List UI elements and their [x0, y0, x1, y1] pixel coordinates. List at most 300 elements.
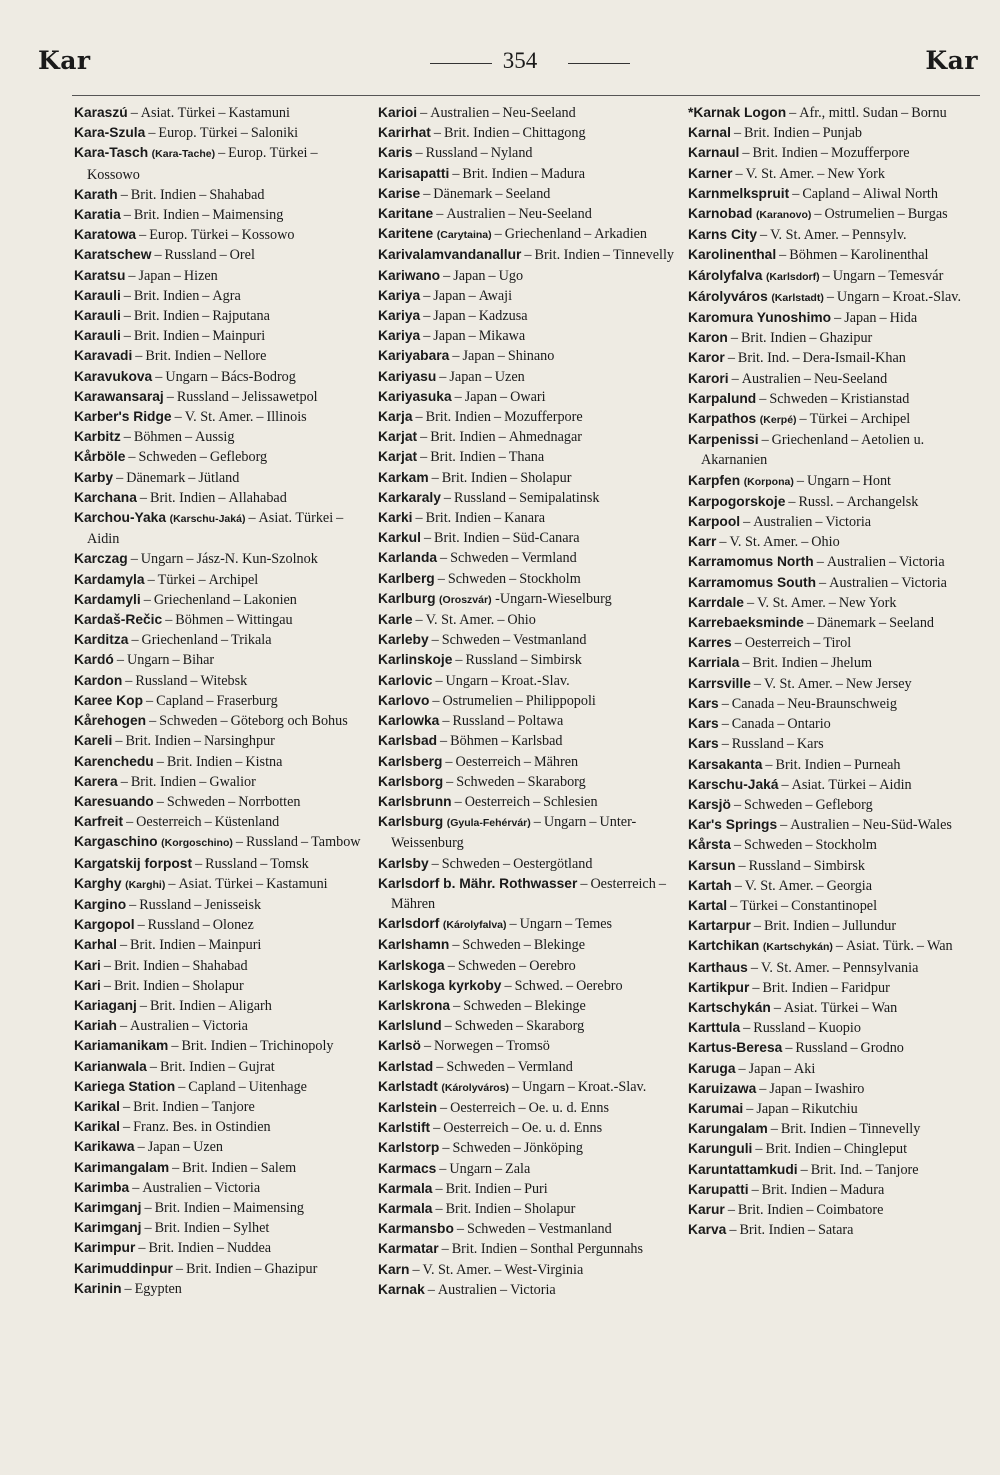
gazetteer-entry: [688, 653, 984, 673]
entry-location: Puri: [524, 1180, 548, 1197]
column-1: [74, 103, 372, 1299]
entry-location: Oestergötland: [513, 855, 593, 872]
entry-location: Russland: [147, 917, 200, 934]
gazetteer-entry: [74, 630, 372, 650]
entry-separator: –: [431, 632, 439, 649]
entry-location: Asiat. Türkei: [178, 875, 254, 892]
entry-location: Orel: [229, 247, 255, 264]
entry-headword: Karchana: [74, 489, 137, 505]
entry-separator: –: [433, 125, 441, 142]
column-3: [688, 103, 984, 1240]
entry-location: Australien: [753, 514, 813, 531]
entry-separator: –: [584, 226, 592, 243]
entry-separator: –: [156, 793, 164, 810]
entry-headword: Karthaus: [688, 959, 748, 975]
entry-separator: –: [488, 267, 496, 284]
entry-separator: –: [519, 957, 527, 974]
entry-headword: Karkul: [378, 530, 421, 546]
gazetteer-entry: [688, 815, 984, 835]
running-head-left: Kar: [38, 46, 91, 75]
entry-headword: Karnaul: [688, 145, 740, 161]
gazetteer-entry: [74, 1117, 372, 1137]
entry-headword: Karatia: [74, 207, 121, 223]
entry-separator: –: [420, 449, 428, 466]
entry-location: Dera-Ismail-Khan: [802, 350, 906, 367]
entry-headword: Karlstadt: [378, 1078, 438, 1094]
entry-separator: –: [155, 368, 163, 385]
entry-location: Europ. Türkei: [149, 227, 229, 244]
entry-location: Russl.: [798, 493, 834, 510]
entry-separator: –: [123, 1098, 131, 1115]
entry-location: Russland: [135, 672, 188, 689]
entry-separator: –: [750, 959, 758, 976]
entry-headword: Kardamyla: [74, 571, 145, 587]
entry-separator: –: [735, 165, 743, 182]
entry-headword: Karnobad: [688, 206, 753, 222]
entry-location: Ungarn: [836, 288, 880, 305]
entry-headword: Karres: [688, 635, 732, 651]
entry-separator: –: [103, 977, 111, 994]
entry-separator: –: [166, 388, 174, 405]
entry-location: Brit. Indien: [130, 186, 197, 203]
entry-location: Jütland: [198, 469, 240, 486]
entry-separator: –: [440, 733, 448, 750]
gazetteer-entry: [74, 346, 372, 366]
gazetteer-entry: [378, 143, 676, 163]
gazetteer-entry: [74, 245, 372, 265]
gazetteer-entry: [74, 1036, 372, 1056]
entry-variant-name: (Oroszvár): [439, 593, 492, 606]
gazetteer-entry: [74, 956, 372, 976]
entry-location: Karlsbad: [511, 733, 563, 750]
gazetteer-entry: [378, 914, 676, 935]
entry-location: Mozufferpore: [504, 409, 583, 426]
gazetteer-entry: [378, 1077, 676, 1098]
entry-location: Ungarn: [445, 672, 489, 689]
entry-location: Ghazipur: [264, 1260, 318, 1277]
gazetteer-entry: [378, 711, 676, 731]
gazetteer-entry: [378, 996, 676, 1016]
entry-location: Griechenland: [504, 226, 582, 243]
gazetteer-entry: [74, 143, 372, 184]
entry-separator: –: [178, 1078, 186, 1095]
entry-headword: Karlskoga kyrkoby: [378, 977, 502, 993]
entry-separator: –: [513, 1140, 521, 1157]
gazetteer-entry: [688, 492, 984, 512]
entry-location: Afr., mittl. Sudan: [799, 105, 899, 121]
entry-separator: –: [502, 530, 510, 547]
entry-separator: –: [231, 388, 239, 405]
entry-separator: –: [891, 574, 899, 591]
entry-headword: Karghy: [74, 875, 122, 891]
entry-separator: –: [503, 855, 511, 872]
entry-location: Gefleborg: [815, 796, 873, 813]
entry-separator: –: [820, 655, 828, 672]
gazetteer-entry: [688, 775, 984, 795]
entry-separator: –: [759, 1080, 767, 1097]
entry-separator: –: [468, 287, 476, 304]
entry-separator: –: [190, 672, 198, 689]
entry-location: Brit. Indien: [430, 449, 496, 466]
entry-separator: –: [439, 368, 447, 385]
entry-separator: –: [888, 554, 897, 571]
entry-variant-name: (Karghi): [125, 878, 166, 891]
entry-location: Kroat.-Slav.: [577, 1078, 647, 1095]
entry-separator: –: [770, 1121, 778, 1138]
entry-headword: Kartschykán: [688, 999, 771, 1015]
entry-location: Skaraborg: [526, 1018, 585, 1035]
entry-location: Owari: [510, 388, 546, 405]
gazetteer-entry: [378, 1057, 676, 1077]
entry-separator: –: [852, 817, 860, 834]
gazetteer-entry: [688, 674, 984, 694]
entry-location: Tanjore: [211, 1098, 255, 1115]
entry-separator: –: [135, 348, 143, 365]
gazetteer-entry: [688, 856, 984, 876]
gazetteer-entry: [378, 508, 676, 528]
gazetteer-entry: [74, 205, 372, 225]
entry-location: Dänemark: [816, 615, 876, 632]
entry-location: Arkadien: [594, 226, 648, 243]
entry-location: Archipel: [208, 571, 259, 588]
entry-location: Poltawa: [517, 713, 564, 730]
entry-location: Uzen: [494, 368, 525, 385]
entry-variant-name: (Karschu-Jaká): [169, 513, 246, 526]
entry-separator: –: [836, 493, 844, 510]
entry-headword: Karlskrona: [378, 997, 451, 1013]
entry-separator: –: [218, 145, 226, 162]
entry-headword: Karuga: [688, 1060, 736, 1076]
gazetteer-entry: [74, 123, 372, 143]
entry-separator: –: [115, 733, 123, 750]
entry-headword: Karinin: [74, 1280, 122, 1296]
entry-separator: –: [533, 814, 541, 831]
entry-headword: Karuntattamkudi: [688, 1161, 798, 1177]
gazetteer-entry: [74, 549, 372, 569]
entry-headword: Kar's Springs: [688, 817, 778, 833]
entry-location: Seeland: [505, 185, 551, 202]
entry-headword: Kars: [688, 716, 719, 732]
entry-location: Mainpuri: [208, 937, 262, 954]
entry-location: Norwegen: [434, 1038, 494, 1055]
entry-separator: –: [512, 1078, 520, 1095]
gazetteer-entry: [74, 468, 372, 488]
entry-location: Brit. Indien: [133, 308, 200, 325]
entry-separator: –: [746, 594, 755, 611]
entry-headword: Kariya: [378, 328, 421, 344]
entry-location: Bihar: [182, 652, 215, 669]
entry-location: Japan: [449, 368, 482, 385]
entry-headword: Karis: [378, 145, 413, 161]
entry-separator: –: [143, 591, 151, 608]
entry-location: Russland: [245, 834, 298, 851]
entry-separator: –: [808, 1020, 816, 1037]
gazetteer-entry: [74, 447, 372, 467]
entry-headword: Karlsbad: [378, 733, 438, 749]
gazetteer-entry: [378, 671, 676, 691]
entry-separator: –: [213, 348, 221, 365]
entry-location: Brit. Indien: [444, 125, 510, 142]
entry-location: Wan: [927, 938, 953, 955]
entry-headword: Karlstift: [378, 1120, 431, 1136]
entry-location: Vermland: [521, 550, 577, 567]
entry-separator: –: [869, 776, 877, 793]
entry-headword: Karle: [378, 612, 413, 628]
entry-location: Brit. Indien: [133, 328, 200, 345]
gazetteer-entry: [688, 184, 984, 204]
entry-separator: –: [849, 1121, 857, 1138]
entry-headword: Karlsdorf b. Mähr. Rothwasser: [378, 875, 578, 891]
entry-location: Trikala: [231, 632, 272, 649]
entry-separator: –: [840, 247, 848, 264]
entry-location: Japan: [453, 267, 486, 284]
gazetteer-entry: [688, 998, 984, 1018]
entry-separator: –: [423, 1038, 432, 1055]
entry-headword: Karsakanta: [688, 756, 763, 772]
entry-separator: –: [496, 1038, 504, 1055]
entry-separator: –: [254, 1260, 262, 1277]
entry-location: Oesterreich: [590, 875, 656, 892]
entry-headword: Karlskoga: [378, 957, 445, 973]
entry-headword: Karva: [688, 1222, 727, 1238]
entry-location: Maimensing: [233, 1199, 305, 1216]
entry-separator: –: [494, 1261, 502, 1278]
gazetteer-entry: [74, 570, 372, 590]
entry-headword: Karori: [688, 370, 729, 386]
entry-location: Schweden: [138, 449, 197, 466]
gazetteer-entry: [74, 812, 372, 832]
entry-separator: –: [444, 1018, 452, 1035]
entry-headword: Karivalamvandanallur: [378, 247, 522, 263]
entry-separator: –: [128, 449, 136, 466]
gazetteer-entry: [378, 1138, 676, 1158]
entry-location: Kossowo: [87, 166, 140, 183]
entry-separator: –: [455, 652, 463, 669]
entry-location: Oesterreich: [455, 753, 521, 770]
entry-headword: Karupatti: [688, 1181, 749, 1197]
entry-separator: –: [822, 267, 830, 284]
entry-location: Bács-Bodrog: [220, 368, 296, 385]
entry-headword: Karlowka: [378, 713, 440, 729]
entry-separator: –: [731, 370, 739, 387]
entry-location: Australien: [829, 574, 889, 591]
entry-separator: –: [509, 916, 517, 933]
entry-separator: –: [730, 330, 738, 347]
gazetteer-entry: [74, 671, 372, 691]
entry-headword: Karikal: [74, 1119, 121, 1135]
entry-location: Oerebro: [529, 957, 576, 974]
entry-separator: –: [103, 957, 111, 974]
entry-separator: –: [751, 1181, 759, 1198]
gazetteer-entry: [688, 1160, 984, 1180]
entry-location: Brit. Indien: [145, 348, 211, 365]
entry-location: Schweden: [744, 796, 803, 813]
entry-separator: –: [820, 145, 828, 162]
entry-location: Brit. Indien: [182, 1159, 248, 1176]
entry-location: Coimbatore: [816, 1201, 884, 1218]
gazetteer-entry: [688, 755, 984, 775]
entry-location: Franz. Bes. in Ostindien: [133, 1119, 271, 1136]
entry-location: Ghazipur: [819, 330, 873, 347]
entry-separator: –: [256, 409, 264, 426]
entry-headword: Karn: [378, 1261, 410, 1277]
entry-separator: –: [753, 675, 761, 692]
gazetteer-entry: [688, 103, 984, 123]
entry-location: Oesterreich: [450, 1099, 516, 1116]
entry-location: Oe. u. d. Enns: [521, 1120, 603, 1137]
entry-location: Brit. Indien: [762, 979, 828, 996]
entry-separator: –: [721, 695, 729, 712]
entry-location: Griechenland: [141, 632, 218, 649]
entry-location: Neu-Seeland: [518, 206, 592, 223]
entry-location: Sylhet: [233, 1220, 270, 1237]
gazetteer-entry: [378, 1239, 676, 1259]
entry-location: Schweden: [441, 632, 501, 649]
entry-separator: –: [733, 796, 742, 813]
entry-headword: Karlstad: [378, 1058, 434, 1074]
entry-headword: Kartikpur: [688, 979, 750, 995]
entry-separator: –: [830, 1181, 838, 1198]
entry-separator: –: [830, 979, 838, 996]
entry-separator: –: [202, 308, 210, 325]
entry-headword: Karczag: [74, 551, 128, 567]
entry-separator: –: [517, 773, 525, 790]
entry-location: Türkei: [809, 411, 848, 428]
entry-location: Brit. Indien: [133, 287, 200, 304]
entry-headword: Karmala: [378, 1180, 433, 1196]
entry-separator: –: [436, 206, 444, 223]
entry-location: Kanara: [504, 510, 546, 527]
entry-separator: –: [431, 855, 439, 872]
entry-separator: –: [780, 817, 788, 834]
entry-separator: –: [789, 105, 797, 121]
entry-separator: –: [218, 997, 226, 1014]
entry-location: Russland: [731, 736, 784, 753]
entry-separator: –: [123, 308, 131, 325]
entry-headword: Kårböle: [74, 449, 126, 465]
entry-location: Brit. Indien: [154, 1199, 220, 1216]
entry-location: Jhelum: [831, 655, 872, 672]
entry-location: Russland: [164, 247, 217, 264]
entry-location: Temes: [575, 916, 613, 933]
entry-separator: –: [733, 837, 742, 854]
entry-separator: –: [494, 510, 502, 527]
entry-separator: –: [250, 1159, 258, 1176]
entry-separator: –: [826, 288, 834, 305]
gazetteer-entry: [74, 772, 372, 792]
entry-separator: –: [154, 247, 162, 264]
entry-location: Simbirsk: [813, 857, 866, 874]
entry-location: Böhmen: [450, 733, 499, 750]
entry-headword: Karlsö: [378, 1038, 421, 1054]
entry-separator: –: [440, 1099, 448, 1116]
entry-variant-name: (Karanovo): [755, 209, 812, 222]
entry-location: Faridpur: [840, 979, 890, 996]
entry-headword: Karimganj: [74, 1220, 142, 1236]
entry-location: Schweden: [462, 937, 521, 954]
entry-location: Seeland: [889, 615, 935, 632]
entry-separator: –: [415, 510, 423, 527]
gazetteer-entry: [74, 1016, 372, 1036]
entry-separator: –: [156, 753, 164, 770]
entry-location: Jász-N. Kun-Szolnok: [196, 551, 318, 568]
entry-separator: –: [734, 877, 742, 894]
entry-headword: Karnak: [378, 1281, 425, 1297]
entry-location: Türkei: [740, 897, 779, 914]
entry-location: Uzen: [193, 1139, 224, 1156]
gazetteer-entry: [378, 468, 676, 488]
gazetteer-entry: [688, 958, 984, 978]
gazetteer-entry: [688, 287, 984, 308]
entry-separator: –: [454, 793, 462, 810]
entry-separator: –: [148, 125, 156, 142]
entry-separator: –: [901, 105, 909, 121]
gazetteer-entry: [74, 367, 372, 387]
entry-location: Canada: [731, 695, 775, 712]
entry-headword: Karmacs: [378, 1160, 437, 1176]
gazetteer-entry: [378, 387, 676, 407]
entry-location: Oesterreich: [136, 814, 202, 831]
entry-location: Satara: [817, 1222, 854, 1239]
entry-location: Schweden: [769, 390, 828, 407]
entry-location: Tromsö: [506, 1038, 550, 1055]
entry-headword: Kargopol: [74, 917, 135, 933]
entry-location: Bornu: [911, 105, 947, 121]
entry-separator: –: [814, 206, 822, 223]
entry-separator: –: [498, 449, 506, 466]
entry-location: Russland: [454, 489, 507, 506]
gazetteer-entry: [688, 1038, 984, 1058]
entry-headword: Károlyváros: [688, 288, 768, 304]
entry-variant-name: (Kerpé): [759, 414, 797, 427]
entry-location: Rajputana: [212, 308, 270, 325]
entry-separator: –: [742, 145, 750, 162]
entry-location: Russland: [753, 1020, 806, 1037]
gazetteer-entry: [378, 1199, 676, 1219]
entry-separator: –: [567, 1078, 575, 1095]
entry-location: Kristianstad: [840, 390, 910, 407]
entry-location: Kastamuni: [266, 875, 328, 892]
gazetteer-entry: [378, 569, 676, 589]
entry-headword: Karby: [74, 469, 114, 485]
entry-location: Blekinge: [534, 997, 586, 1014]
entry-location: Madura: [540, 165, 586, 182]
entry-separator: –: [201, 1098, 209, 1115]
entry-separator: –: [130, 551, 138, 568]
gazetteer-entry: [378, 1280, 676, 1300]
entry-separator: –: [182, 957, 190, 974]
gazetteer-entry: [378, 1016, 676, 1036]
page-number: 354: [502, 48, 538, 73]
entry-headword: Karchou-Yaka: [74, 510, 167, 526]
entry-separator: –: [503, 632, 511, 649]
gazetteer-entry: [688, 409, 984, 430]
entry-separator: –: [423, 287, 431, 304]
entry-separator: –: [147, 571, 155, 588]
entry-location: Russland: [795, 1040, 848, 1057]
entry-separator: –: [499, 1281, 508, 1298]
entry-separator: –: [508, 206, 516, 223]
entry-separator: –: [530, 165, 538, 182]
entry-separator: –: [443, 267, 451, 284]
entry-location: Grodno: [860, 1040, 904, 1057]
entry-separator: –: [132, 1179, 140, 1196]
entry-location: Oesterreich: [464, 793, 531, 810]
entry-location: Uitenhage: [248, 1078, 307, 1095]
entry-separator: –: [435, 1200, 443, 1217]
gazetteer-entry: [74, 1077, 372, 1097]
entry-separator: –: [144, 1220, 152, 1237]
